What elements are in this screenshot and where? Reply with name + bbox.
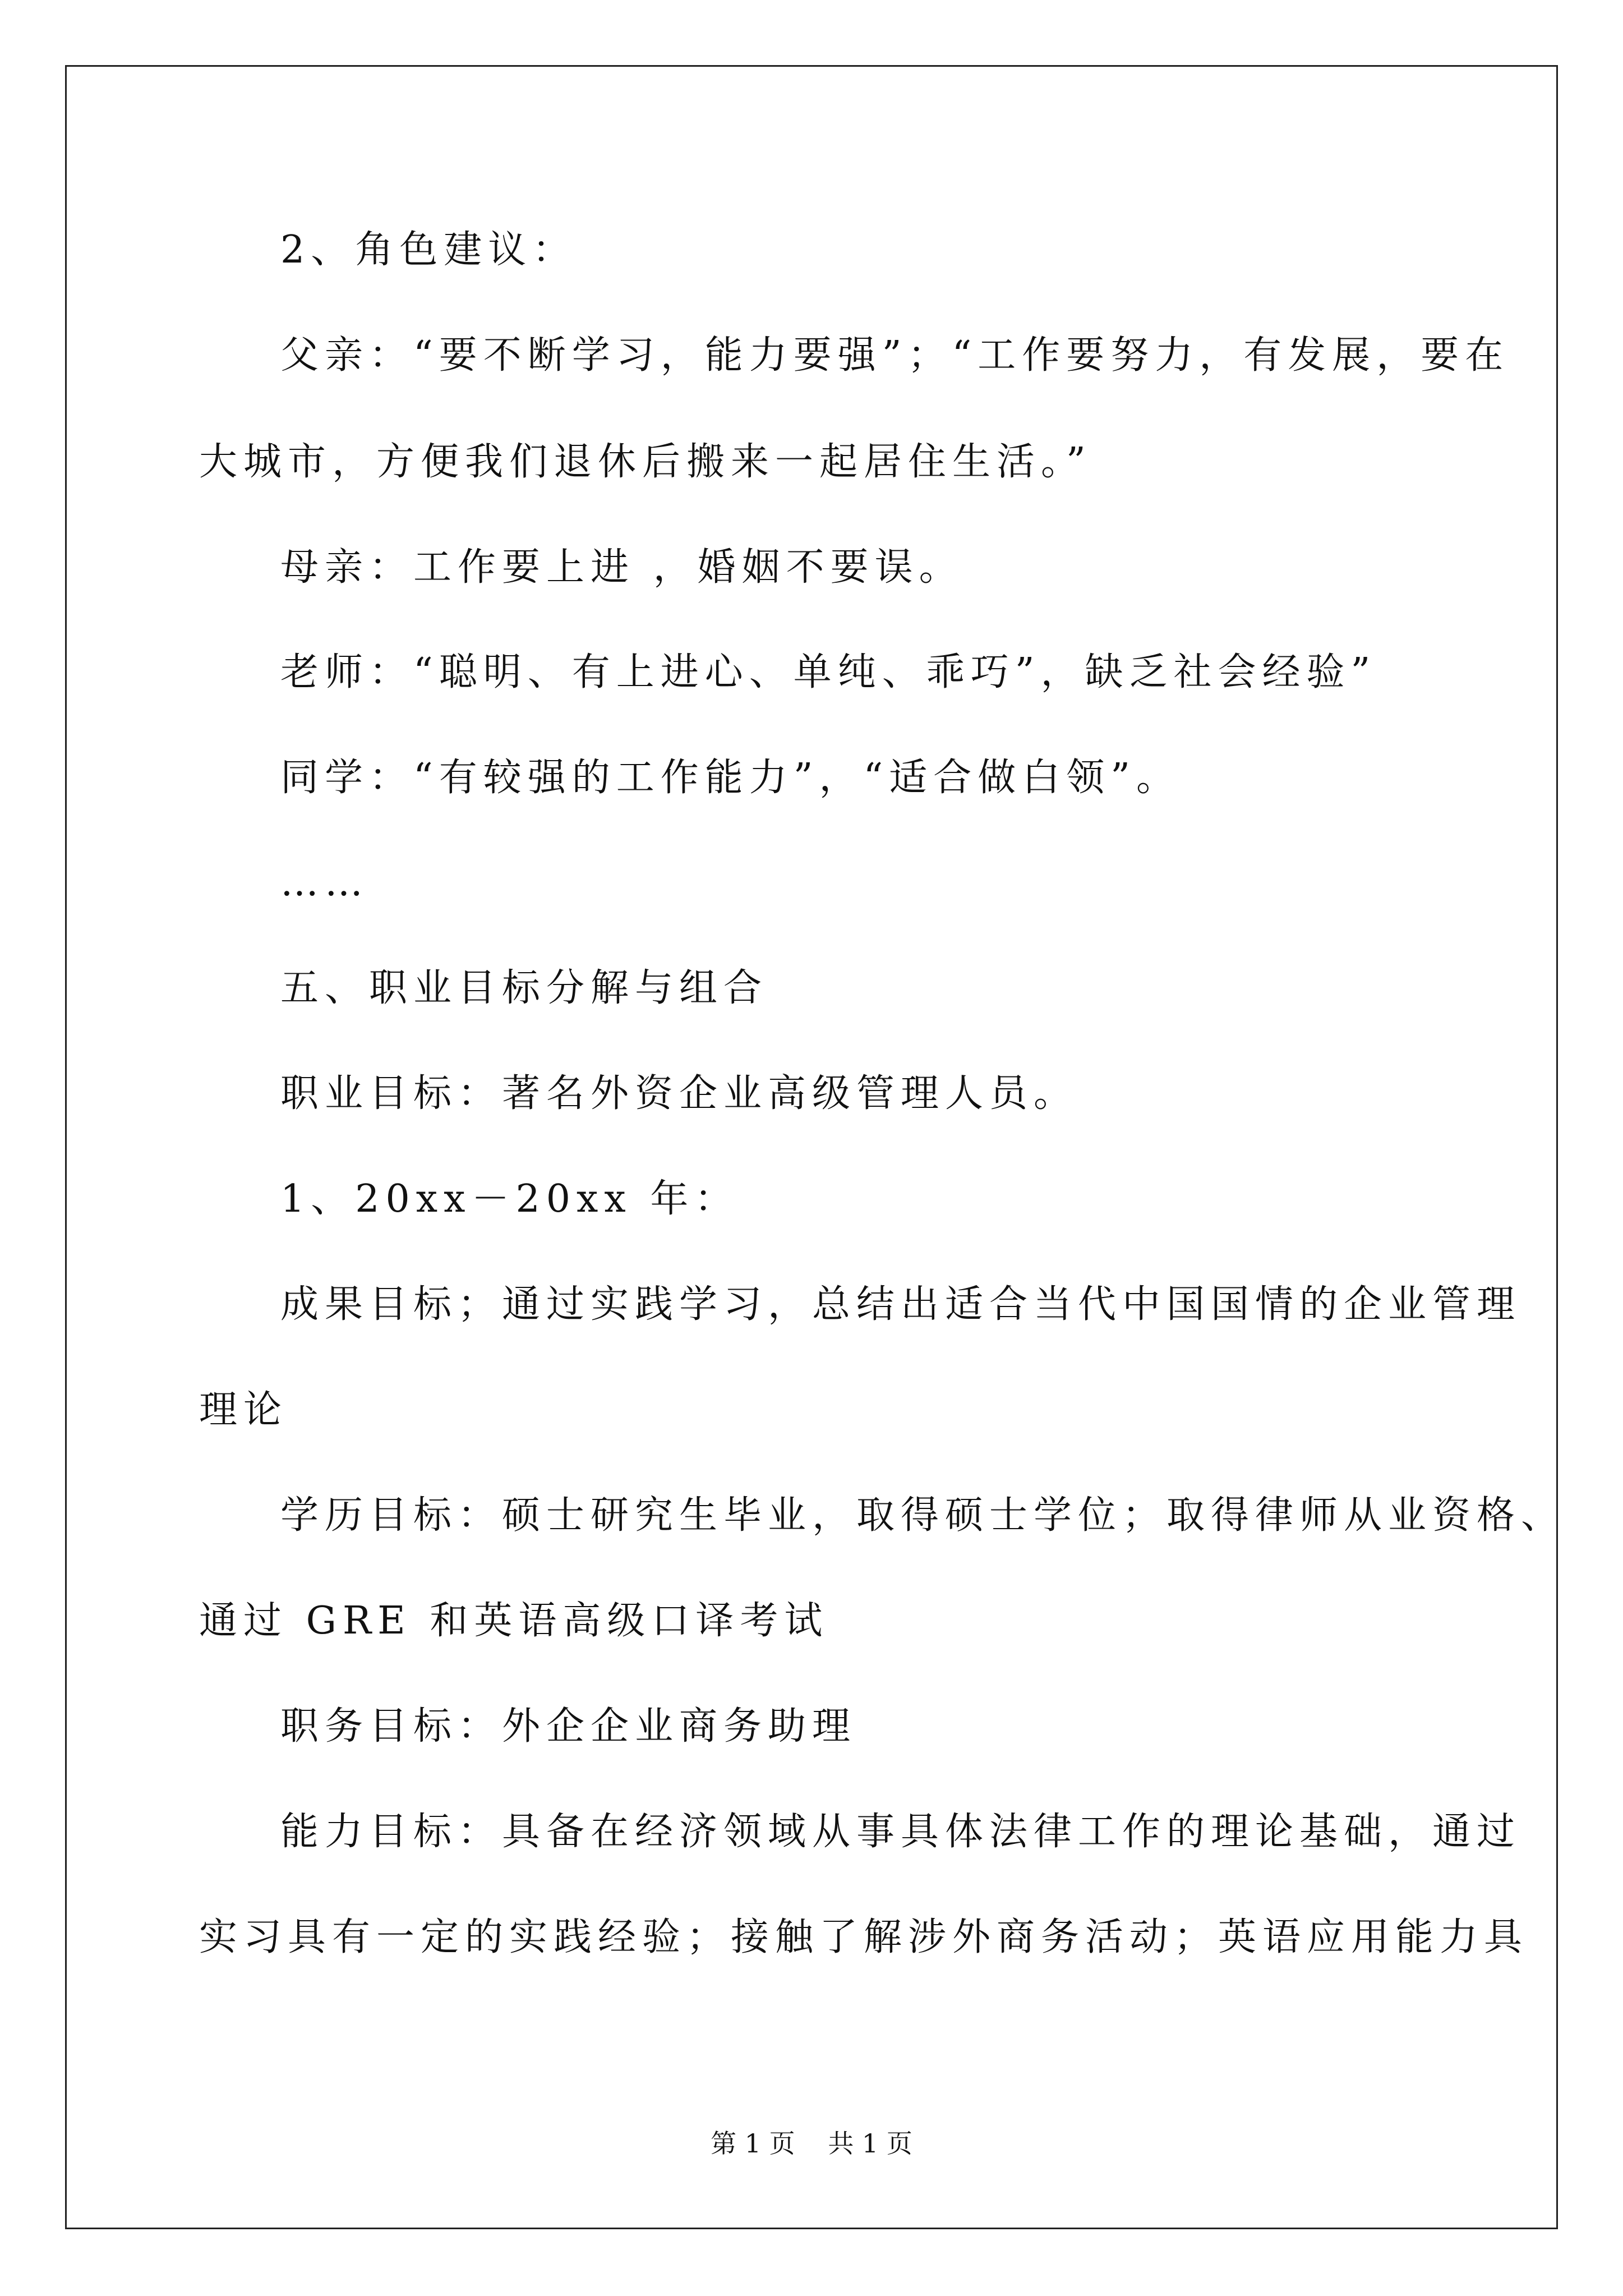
paragraph-education-line1: 学历目标：硕士研究生毕业，取得硕士学位；取得律师从业资格、 <box>280 1493 1566 1538</box>
paragraph-ability-line2: 实习具有一定的实践经验；接触了解涉外商务活动；英语应用能力具 <box>199 1915 1529 1959</box>
paragraph-position: 职务目标：外企企业商务助理 <box>280 1704 857 1749</box>
section-heading-role-advice: 2、角色建议： <box>280 228 577 272</box>
page-total: 共 1 页 <box>828 2128 912 2159</box>
paragraph-mother: 母亲：工作要上进 ，婚姻不要误。 <box>280 545 963 590</box>
subheading-period-1: 1、20xx－20xx 年： <box>280 1177 739 1221</box>
paragraph-teacher: 老师：“聪明、有上进心、单纯、乖巧”，缺乏社会经验” <box>280 650 1377 694</box>
page-border <box>65 65 1558 2229</box>
paragraph-education-line2: 通过 GRE 和英语高级口译考试 <box>199 1599 829 1643</box>
section-heading-career-goals: 五、职业目标分解与组合 <box>280 966 768 1010</box>
paragraph-father-line1: 父亲：“要不断学习，能力要强”；“工作要努力，有发展，要在 <box>280 333 1510 378</box>
paragraph-outcome-line2: 理论 <box>199 1388 288 1432</box>
paragraph-classmate: 同学：“有较强的工作能力”，“适合做白领”。 <box>280 756 1181 800</box>
paragraph-father-line2: 大城市，方便我们退休后搬来一起居住生活。” <box>199 440 1092 484</box>
page-number: 第 1 页 <box>711 2128 795 2159</box>
paragraph-outcome-line1: 成果目标；通过实践学习，总结出适合当代中国国情的企业管理 <box>280 1282 1521 1327</box>
paragraph-career-goal: 职业目标：著名外资企业高级管理人员。 <box>280 1071 1078 1116</box>
page-footer <box>0 2123 1623 2160</box>
paragraph-ellipsis: …… <box>280 861 369 905</box>
paragraph-ability-line1: 能力目标：具备在经济领域从事具体法律工作的理论基础，通过 <box>280 1810 1521 1854</box>
